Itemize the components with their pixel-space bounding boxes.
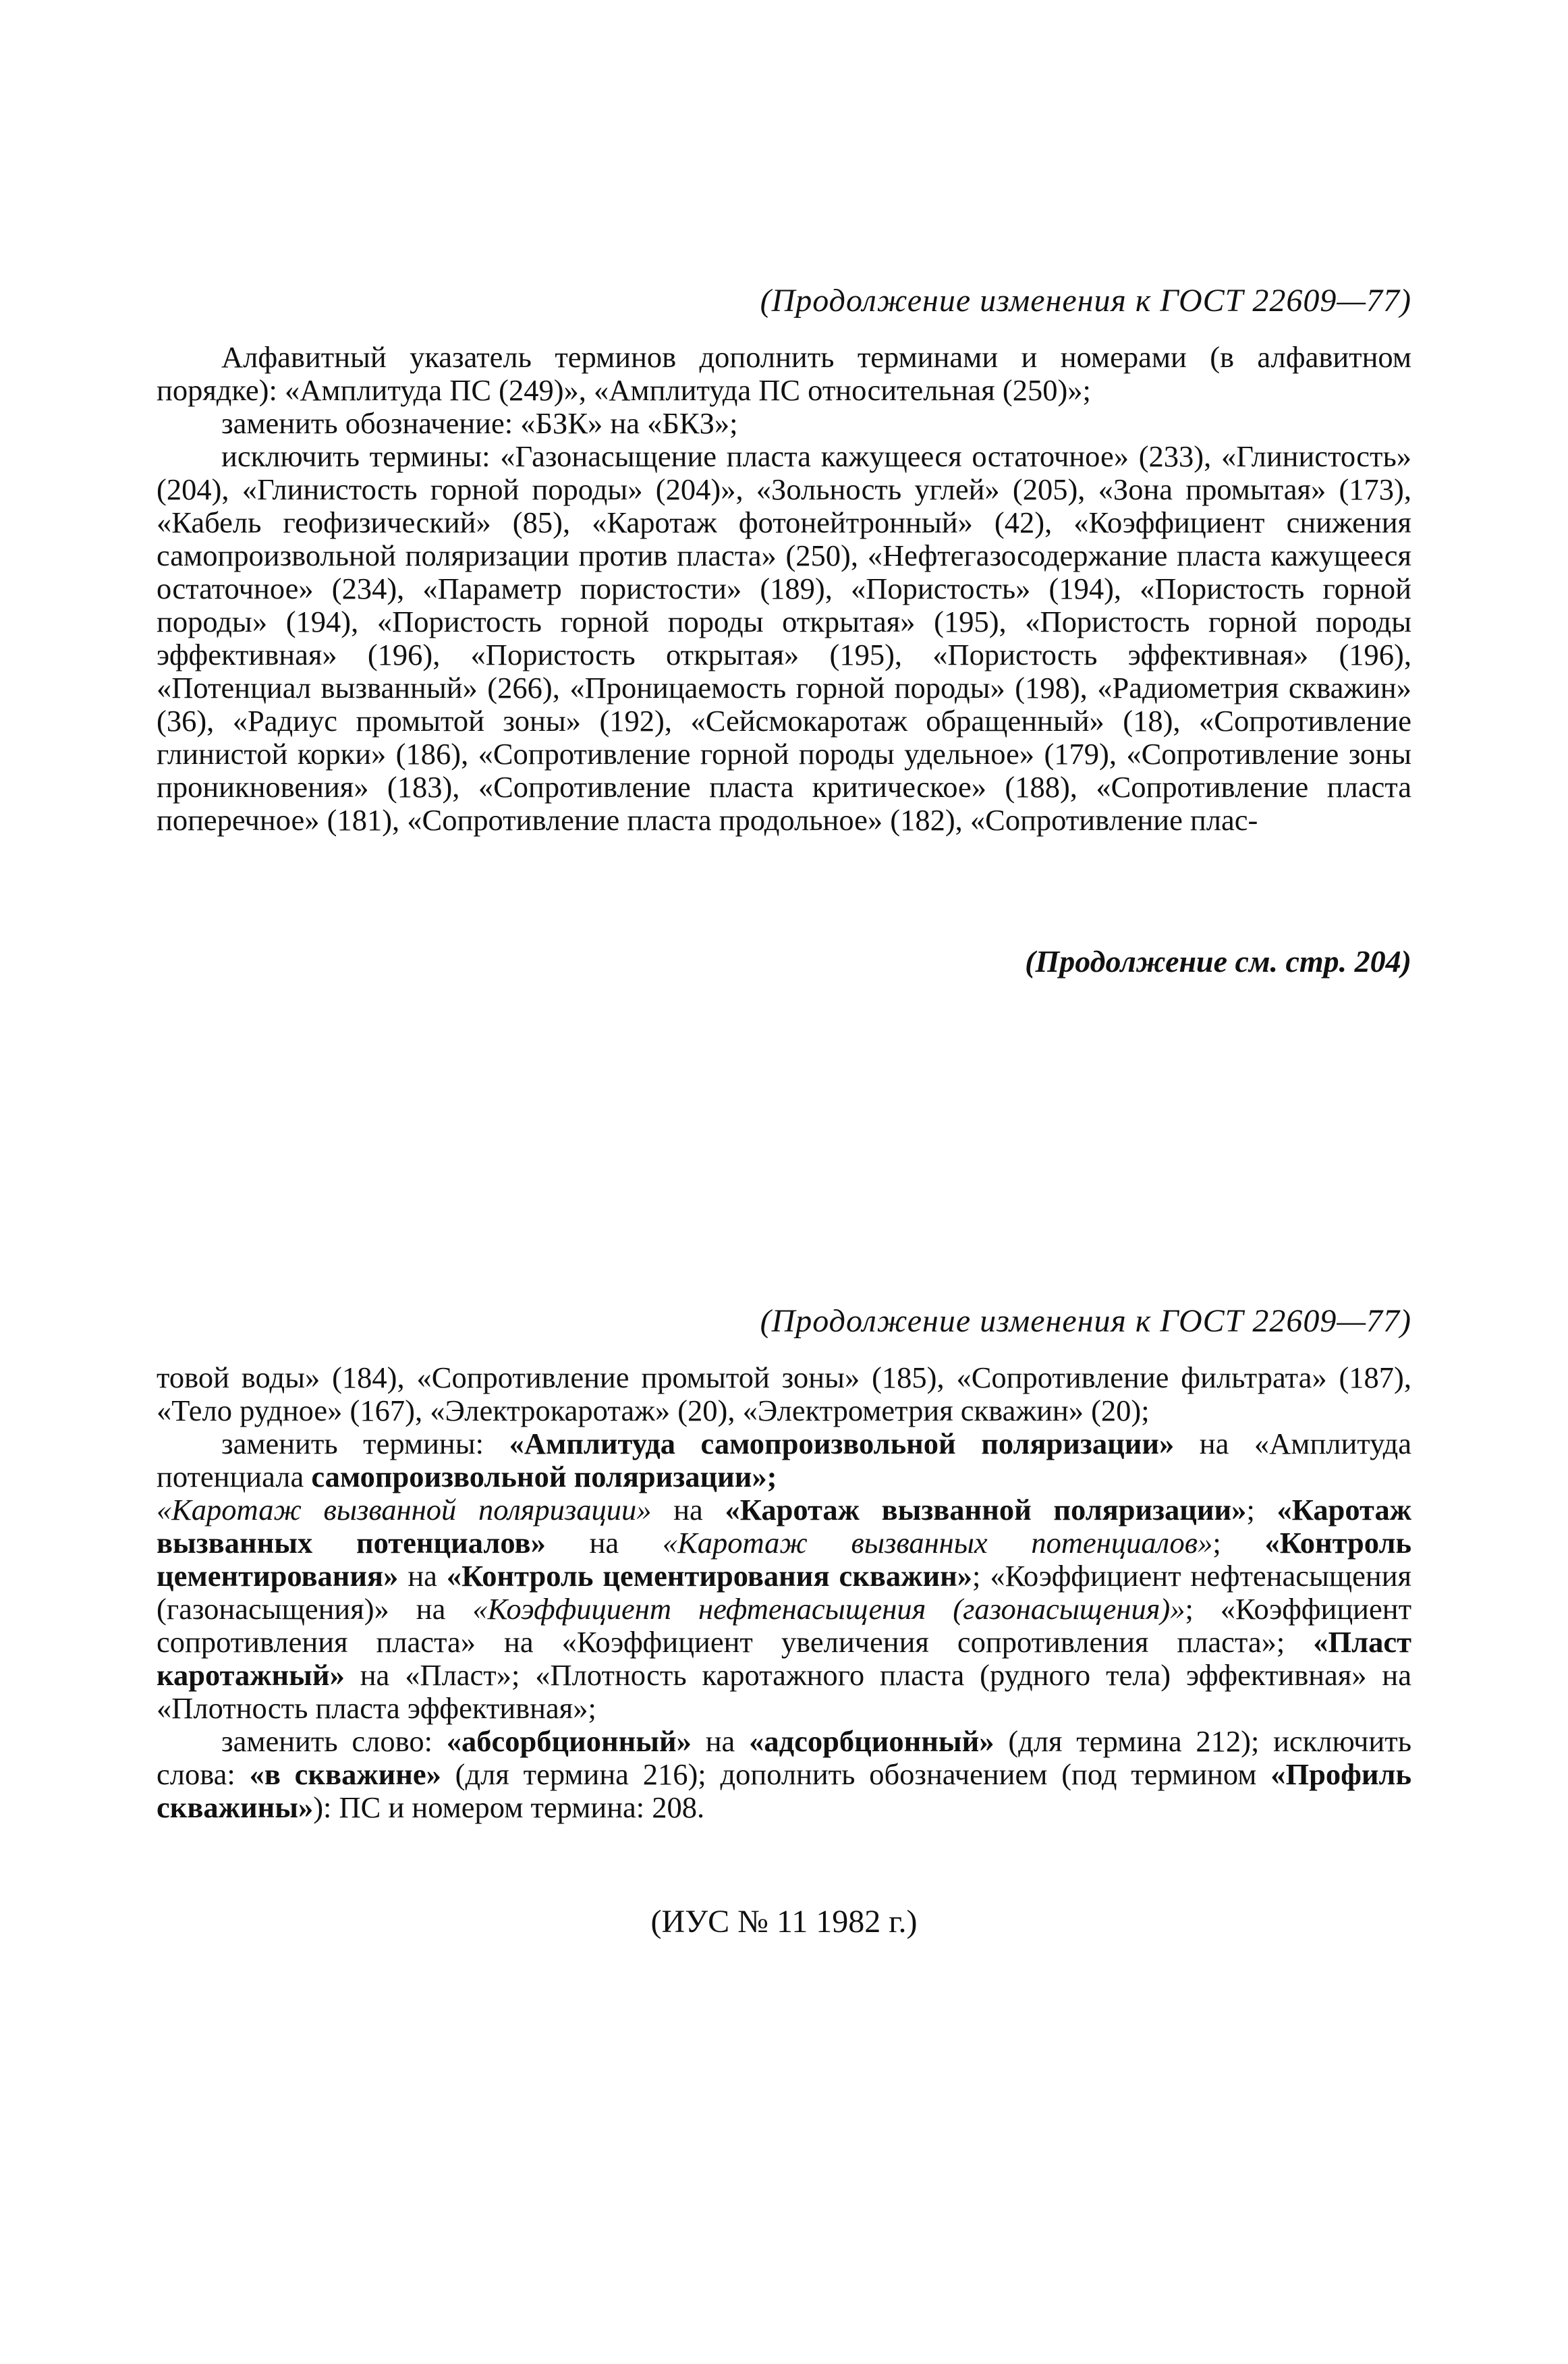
page1-continuation-footer: (Продолжение см. стр. 204) — [1025, 944, 1411, 979]
bold-term: «Амплитуда самопроизвольной поляризации» — [509, 1427, 1175, 1460]
italic-term: «Каротаж вызванных потенциалов» — [662, 1526, 1213, 1560]
text-run: заменить термины: — [221, 1427, 509, 1460]
bold-term: «абсорбционный» — [446, 1724, 692, 1758]
text-run: на — [398, 1559, 447, 1593]
page2-paragraph-continuation: товой воды» (184), «Сопротивление промытой зоны» (185), «Сопротивление фильтрата» (187), «Тело рудное» (167), «Электрокаротаж» (20), «Электрометрия скважин» (20); — [157, 1360, 1411, 1427]
bold-term: «Каротаж вызванной поляризации» — [725, 1493, 1247, 1527]
bold-term: «адсорбционный» — [749, 1724, 995, 1758]
italic-term: «Коэффициент нефтенасыщения (газонасыщения)» — [472, 1592, 1185, 1626]
bold-term: «Контроль цементирования» — [157, 1526, 1411, 1593]
page2-paragraph-replace-word — [157, 1725, 1411, 1824]
text-run: на «Амплитуда потенциала — [157, 1427, 1411, 1493]
text-run: ; — [1212, 1526, 1265, 1560]
page2-paragraph-replace-terms — [157, 1427, 1411, 1493]
text-run: на — [691, 1724, 750, 1758]
bold-term: «Пласт каротажный» — [157, 1625, 1411, 1692]
page2-body — [157, 1361, 1411, 1824]
page1-paragraph-replace-designation: заменить обозначение: «БЗК» на «БКЗ»; — [221, 406, 738, 440]
page1-paragraph-index-add: Алфавитный указатель терминов дополнить терминами и номерами (в алфавитном порядке): «Амплитуда ПС (249)», «Амплитуда ПС относительная (250)»; — [157, 340, 1411, 407]
text-run: ): ПС и номером термина: 208. — [313, 1790, 705, 1824]
text-run: ; «Коэффициент сопротивления пласта» на «Коэффициент увеличения сопротивления пласта»; — [157, 1592, 1412, 1659]
text-run: (для термина 212); исключить слова: — [157, 1724, 1411, 1791]
text-run: заменить слово: — [221, 1724, 447, 1758]
bold-term: «в скважине» — [249, 1757, 441, 1791]
text-run: на — [545, 1526, 663, 1560]
ius-issue-reference: (ИУС № 11 1982 г.) — [650, 1904, 918, 1940]
text-run: на — [651, 1493, 725, 1527]
page2-continuation-header: (Продолжение изменения к ГОСТ 22609—77) — [760, 1303, 1411, 1339]
text-run: ; — [1246, 1493, 1277, 1527]
text-run: ; «Коэффициент нефтенасыщения (газонасыщения)» на — [157, 1559, 1411, 1626]
bold-term: «Контроль цементирования скважин» — [446, 1559, 972, 1593]
bold-term: «Каротаж вызванных потенциалов» — [157, 1493, 1411, 1560]
page1-paragraph-exclude-terms: исключить термины: «Газонасыщение пласта кажущееся остаточное» (233), «Глинистость» (204), «Глинистость горной породы» (204)», «Зольность углей» (205), «Зона промытая» (173), «Кабель геофизический» (85), «Каротаж фотонейтронный» (42), «Коэффициент снижения самопроизвольной поляризации против пласта» (250), «Нефтегазосодержание пласта кажущееся остаточное» (234), «Параметр пористости» (189), «Пористость» (194), «Пористость горной породы» (194), «Пористость горной породы открытая» (195), «Пористость горной породы эффективная» (196), «Пористость открытая» (195), «Пористость эффективная» (196), «Потенциал вызванный» (266), «Проницаемость горной породы» (198), «Радиометрия скважин» (36), «Радиус промытой зоны» (192), «Сейсмокаротаж обращенный» (18), «Сопротивление глинистой корки» (186), «Сопротивление горной породы удельное» (179), «Сопротивление зоны проникновения» (183), «Сопротивление пласта критическое» (188), «Сопротивление пласта поперечное» (181), «Сопротивление пласта продольное» (182), «Сопротивление плас- — [157, 439, 1411, 837]
bold-term: «Профиль скважины» — [157, 1757, 1411, 1824]
italic-term: «Каротаж вызванной поляризации» — [157, 1493, 652, 1527]
text-run: (для термина 216); дополнить обозначением (под термином — [441, 1757, 1271, 1791]
text-run: на «Пласт»; «Плотность каротажного пласта (рудного тела) эффективная» на «Плотность пласта эффективная»; — [157, 1658, 1411, 1725]
bold-term: самопроизвольной поляризации»; — [311, 1460, 777, 1493]
page1-body — [157, 341, 1411, 837]
page2-paragraph-replacements — [157, 1493, 1411, 1725]
page1-continuation-header: (Продолжение изменения к ГОСТ 22609—77) — [760, 283, 1411, 319]
